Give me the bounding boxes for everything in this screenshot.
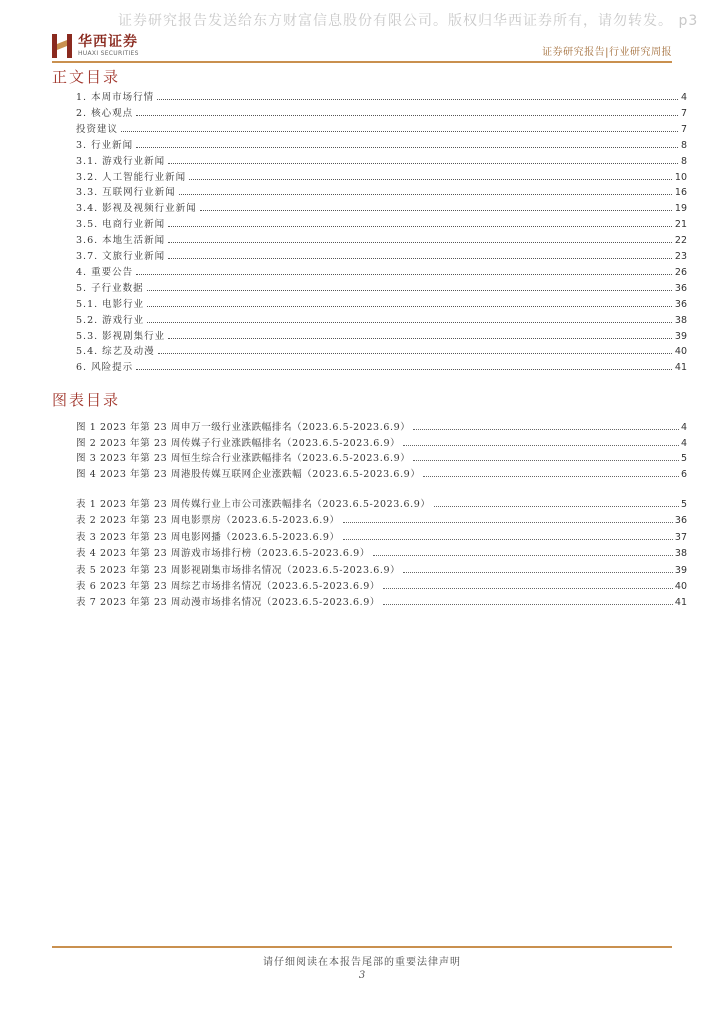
toc-entry-page-number: 36 xyxy=(674,298,687,310)
figure-entry[interactable] xyxy=(76,419,687,433)
figure-entry-label: 图 2 2023 年第 23 周传媒子行业涨跌幅排名（2023.6.5-2023.6.9） xyxy=(76,437,401,449)
toc-entry[interactable] xyxy=(76,328,687,342)
figure-entry[interactable] xyxy=(76,435,687,449)
figure-entry-page-number: 4 xyxy=(680,422,687,433)
toc-entry-label: 4. 重要公告 xyxy=(76,266,134,278)
table-entry-label: 表 2 2023 年第 23 周电影票房（2023.6.5-2023.6.9） xyxy=(76,515,340,527)
toc-entry-label: 5. 子行业数据 xyxy=(76,282,144,294)
toc-entry[interactable] xyxy=(76,105,687,119)
table-entry[interactable] xyxy=(76,578,687,592)
toc-entry-label: 3.2. 人工智能行业新闻 xyxy=(76,171,187,183)
table-entry[interactable] xyxy=(76,562,687,576)
toc-entry[interactable] xyxy=(76,280,687,294)
toc-entry-label: 投资建议 xyxy=(76,123,119,135)
toc-entry-label: 3.7. 文旅行业新闻 xyxy=(76,251,166,262)
toc-entry[interactable] xyxy=(76,296,687,310)
toc-entry-page-number: 23 xyxy=(674,251,687,262)
dot-leader xyxy=(179,194,672,195)
toc-entry-label: 3. 行业新闻 xyxy=(76,139,134,151)
toc-entry[interactable] xyxy=(76,121,687,135)
toc-entry[interactable] xyxy=(76,137,687,151)
dot-leader xyxy=(121,131,678,132)
table-entry[interactable] xyxy=(76,594,687,608)
toc-entry[interactable] xyxy=(76,200,687,214)
toc-entry-label: 3.3. 互联网行业新闻 xyxy=(76,187,176,199)
figure-entry-page-number: 5 xyxy=(680,453,687,464)
dot-leader xyxy=(189,179,672,180)
table-entry-label: 表 1 2023 年第 23 周传媒行业上市公司涨跌幅排名（2023.6.5-2023.6.9） xyxy=(76,499,431,510)
toc-entry-page-number: 39 xyxy=(674,330,687,342)
dot-leader xyxy=(168,338,672,339)
dot-leader xyxy=(413,429,679,430)
toc-entry[interactable] xyxy=(76,169,687,183)
dot-leader xyxy=(434,506,679,507)
toc-entry-page-number: 36 xyxy=(674,282,687,294)
toc-entry-label: 3.6. 本地生活新闻 xyxy=(76,235,166,247)
dot-leader xyxy=(136,369,672,370)
toc-entry-page-number: 26 xyxy=(674,266,687,278)
toc-entry-page-number: 4 xyxy=(680,92,687,103)
dot-leader xyxy=(383,588,673,589)
toc-entry-page-number: 10 xyxy=(674,171,687,183)
table-entry-label: 表 4 2023 年第 23 周游戏市场排行榜（2023.6.5-2023.6.9） xyxy=(76,548,370,560)
table-entry-page-number: 36 xyxy=(674,515,687,527)
table-entry-label: 表 5 2023 年第 23 周影视剧集市场排名情况（2023.6.5-2023.6.9） xyxy=(76,564,401,576)
page-number: 3 xyxy=(358,970,366,981)
toc-entry[interactable] xyxy=(76,359,687,373)
figure-entry[interactable] xyxy=(76,466,687,480)
toc-entry-page-number: 19 xyxy=(674,203,687,215)
toc-entry-label: 5.1. 电影行业 xyxy=(76,298,145,310)
toc-entry[interactable] xyxy=(76,153,687,167)
toc-entry-page-number: 16 xyxy=(674,187,687,199)
dot-leader xyxy=(147,306,672,307)
toc-entry-page-number: 8 xyxy=(680,139,687,151)
table-entry-page-number: 5 xyxy=(680,499,687,510)
logo-chinese-name: 华西证券 xyxy=(78,34,138,50)
dot-leader xyxy=(403,445,679,446)
toc-entry[interactable] xyxy=(76,343,687,357)
table-entry-page-number: 40 xyxy=(674,581,687,592)
figures-title: 图表目录 xyxy=(52,391,121,409)
dot-leader xyxy=(136,147,678,148)
toc-entry-page-number: 7 xyxy=(680,107,687,119)
logo-english-name: HUAXI SECURITIES xyxy=(78,50,139,57)
toc-entry-label: 3.4. 影视及视频行业新闻 xyxy=(76,203,197,215)
table-entry[interactable] xyxy=(76,545,687,559)
dot-leader xyxy=(147,322,672,323)
figure-entry-label: 图 3 2023 年第 23 周恒生综合行业涨跌幅排名（2023.6.5-2023.6.9） xyxy=(76,453,411,464)
table-entry-page-number: 38 xyxy=(674,548,687,560)
dot-leader xyxy=(403,572,673,573)
toc-entry-page-number: 7 xyxy=(680,123,687,135)
toc-entry-label: 3.1. 游戏行业新闻 xyxy=(76,155,166,167)
toc-entry-page-number: 8 xyxy=(680,155,687,167)
table-entry-label: 表 3 2023 年第 23 周电影网播（2023.6.5-2023.6.9） xyxy=(76,531,340,543)
toc-entry-page-number: 41 xyxy=(674,362,687,374)
toc-entry-label: 5.3. 影视剧集行业 xyxy=(76,330,166,342)
dot-leader xyxy=(343,522,673,523)
dot-leader xyxy=(158,353,672,354)
dot-leader xyxy=(413,460,679,461)
dot-leader xyxy=(136,115,678,116)
toc-entry-label: 1. 本周市场行情 xyxy=(76,92,155,103)
table-entry-page-number: 37 xyxy=(674,531,687,543)
dot-leader xyxy=(383,604,673,605)
dot-leader xyxy=(373,555,673,556)
figure-entry-label: 图 1 2023 年第 23 周申万一级行业涨跌幅排名（2023.6.5-2023.6.9） xyxy=(76,422,411,433)
toc-entry[interactable] xyxy=(76,232,687,246)
watermark-text: 证券研究报告发送给东方财富信息股份有限公司。版权归华西证券所有，请勿转发。 p3 xyxy=(118,13,699,29)
toc-entry-label: 6. 风险提示 xyxy=(76,362,134,374)
dot-leader xyxy=(168,226,672,227)
dot-leader xyxy=(343,539,673,540)
dot-leader xyxy=(168,242,672,243)
table-entry[interactable] xyxy=(76,512,687,526)
toc-entry-page-number: 21 xyxy=(674,219,687,231)
toc-entry-label: 5.4. 综艺及动漫 xyxy=(76,346,155,358)
toc-entry-page-number: 40 xyxy=(674,346,687,358)
table-entry-page-number: 39 xyxy=(674,564,687,576)
report-type-label: 证券研究报告|行业研究周报 xyxy=(542,47,672,58)
table-entry[interactable] xyxy=(76,529,687,543)
table-entry-label: 表 7 2023 年第 23 周动漫市场排名情况（2023.6.5-2023.6.9） xyxy=(76,597,381,609)
table-entry-page-number: 41 xyxy=(674,597,687,609)
toc-entry-label: 5.2. 游戏行业 xyxy=(76,314,145,326)
dot-leader xyxy=(200,210,672,211)
dot-leader xyxy=(168,163,678,164)
dot-leader xyxy=(147,290,672,291)
table-entry-label: 表 6 2023 年第 23 周综艺市场排名情况（2023.6.5-2023.6.9） xyxy=(76,581,381,592)
dot-leader xyxy=(423,476,679,477)
figure-entry-page-number: 4 xyxy=(680,437,687,449)
toc-entry-page-number: 22 xyxy=(674,235,687,247)
toc-entry[interactable] xyxy=(76,264,687,278)
toc-entry[interactable] xyxy=(76,89,687,103)
toc-title: 正文目录 xyxy=(52,68,121,86)
dot-leader xyxy=(157,99,678,100)
figure-entry-label: 图 4 2023 年第 23 周港股传媒互联网企业涨跌幅（2023.6.5-2023.6.9） xyxy=(76,468,421,480)
toc-entry-label: 2. 核心观点 xyxy=(76,107,134,119)
huaxi-logo xyxy=(52,34,139,58)
legal-notice: 请仔细阅读在本报告尾部的重要法律声明 xyxy=(263,957,461,968)
toc-entry[interactable] xyxy=(76,312,687,326)
figure-entry[interactable] xyxy=(76,450,687,464)
dot-leader xyxy=(168,258,672,259)
figure-entry-page-number: 6 xyxy=(680,468,687,480)
dot-leader xyxy=(136,274,672,275)
toc-entry-page-number: 38 xyxy=(674,314,687,326)
footer-divider xyxy=(52,946,672,948)
toc-entry[interactable] xyxy=(76,184,687,198)
toc-entry-label: 3.5. 电商行业新闻 xyxy=(76,219,166,231)
header-divider xyxy=(52,61,672,63)
table-entry[interactable] xyxy=(76,496,687,510)
toc-entry[interactable] xyxy=(76,216,687,230)
toc-entry[interactable] xyxy=(76,248,687,262)
huaxi-logo-icon xyxy=(52,34,72,58)
